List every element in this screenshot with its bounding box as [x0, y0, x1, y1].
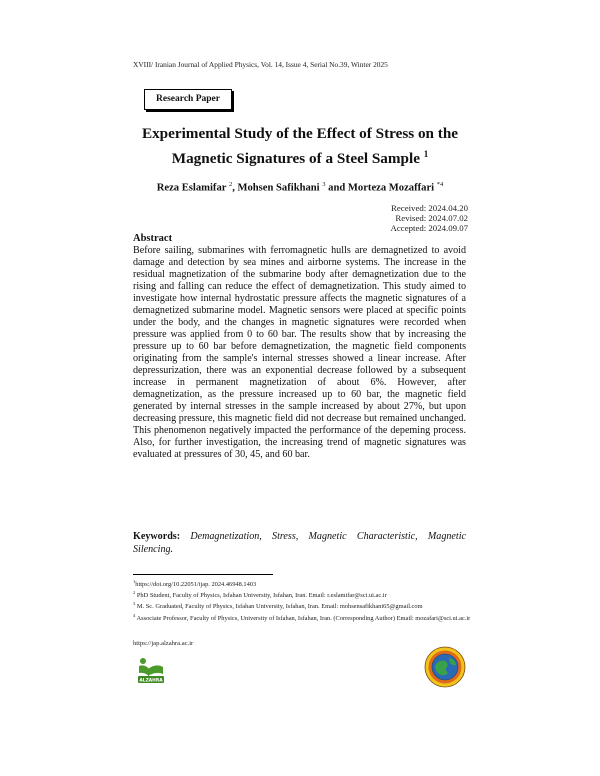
footnote-item: [133, 578, 473, 589]
footnote-divider: [133, 574, 273, 575]
footnote-item: [133, 600, 473, 611]
title-line-2: [120, 144, 480, 169]
author-name: Mohsen Safikhani: [237, 182, 320, 194]
abstract-body: Before sailing, submarines with ferromagnetic hulls are demagnetized to avoid damage and detection by sea mines and airborne systems. The increase in the residual magnetization of the submarine body after demagnetization due to the rising and falling can reduce the effect of demagnetization. This study aimed to investigate how internal hydrostatic pressure affects the magnetic signatures of a demagnetized submarine model. Magnetic sensors were placed at specific points under the body, and the changes in magnetic signatures were recorded when pressure was applied from 0 to 60 bar. The results show that by increasing the pressure up to 60 bar before demagnetization, the magnetic field components originating from the sample's internal stresses showed a linear increase. After depressurization, there was an exponential decrease followed by a subsequent increase in permanent magnetization of about 6%. However, after demagnetization, as the pressure increased up to 60 bar, the magnetic field generated by internal stresses in the sample increased by about 27%, but upon decreasing pressure, this magnetic field did not decrease but remained unchanged. This phenomenon negatively impacted the performance of the depeming process. Also, for further investigation, the increasing trend of magnetic signatures was evaluated at pressures of 30, 45, and 60 bar.: [133, 245, 466, 460]
abstract-heading: Abstract: [133, 233, 173, 244]
author-marker: *4: [436, 181, 444, 188]
author-list: [120, 181, 480, 194]
author-separator: and: [325, 182, 348, 194]
footnote-item: [133, 589, 473, 600]
author-marker: 2: [228, 181, 233, 188]
footnote-text: https://doi.org/10.22051/ijap. 2024.46948.1403: [135, 581, 257, 589]
footnote-marker: 4: [133, 612, 136, 618]
journal-emblem-icon: [424, 646, 466, 693]
accepted-date: Accepted: 2024.09.07: [390, 223, 468, 233]
author-name: Morteza Mozaffari: [347, 182, 435, 194]
submission-dates: [268, 203, 468, 233]
title-footnote-marker: 1: [423, 149, 429, 159]
received-date: Received: 2024.04.20: [391, 203, 468, 213]
alzahra-university-logo-icon: [136, 655, 166, 690]
footnote-marker: 2: [133, 590, 136, 596]
revised-date: Revised: 2024.07.02: [395, 213, 468, 223]
keywords-label: Keywords:: [133, 531, 181, 542]
author-name: Reza Eslamifar: [156, 182, 227, 194]
keywords-value: Demagnetization, Stress, Magnetic Characteristic, Magnetic Silencing.: [133, 531, 466, 555]
footnote-text: Associate Professor, Faculty of Physics, University of Isfahan, Isfahan, Iran. (Corresponding Author) Email: mozafari@sci.ui.ac.ir: [136, 614, 471, 622]
author-separator: ,: [232, 182, 238, 194]
research-paper-badge: Research Paper: [144, 89, 232, 110]
footnote-item: [133, 612, 473, 623]
footnote-marker: 1: [133, 579, 136, 584]
keywords: [133, 530, 466, 556]
title-line-1: Experimental Study of the Effect of Stress on the: [141, 125, 459, 142]
footnote-text: M. Sc. Graduated, Faculty of Physics, Isfahan University, Isfahan, Iran. Email: mohsensafikhani65@gmail.com: [136, 603, 423, 611]
journal-url[interactable]: https://jap.alzahra.ac.ir: [133, 640, 194, 647]
author-marker: 3: [322, 181, 326, 188]
journal-header: XVIII/ Iranian Journal of Applied Physics, Vol. 14, Issue 4, Serial No.39, Winter 2025: [133, 60, 388, 69]
paper-title: [120, 124, 480, 169]
title-line-2-text: Magnetic Signatures of a Steel Sample: [171, 150, 420, 168]
footnote-text: PhD Student, Faculty of Physics, Isfahan University, Isfahan, Iran. Email: r.eslamifar@sci.ui.ac.ir: [136, 592, 387, 600]
logo-left-text: ALZAHRA: [139, 678, 163, 684]
footnotes: [133, 578, 473, 623]
footnote-marker: 3: [133, 601, 136, 607]
